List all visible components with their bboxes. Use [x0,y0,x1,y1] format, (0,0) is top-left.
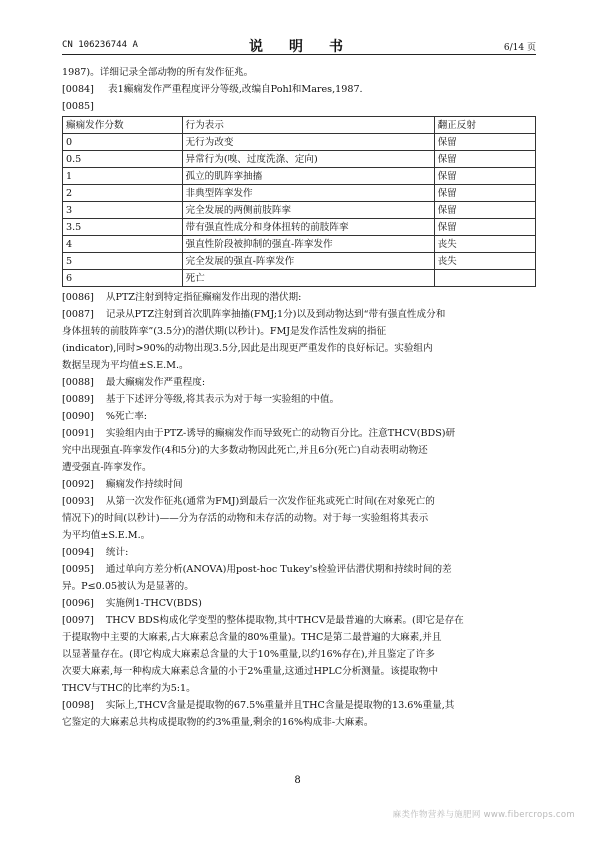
paragraph [62,374,536,391]
paragraph-number: [0092] [62,479,94,490]
paragraph-continuation-line [62,578,536,595]
paragraph [62,306,536,323]
watermark: 麻类作物营养与施肥网 www.fibercrops.com [392,810,575,820]
table-row [63,134,536,151]
seizure-score-table [62,116,536,287]
paragraph-text: 统计: [105,547,129,558]
table-row [63,219,536,236]
table-row [63,185,536,202]
paragraph [62,476,536,493]
paragraph [62,561,536,578]
paragraph-text: 实施例1-THCV(BDS) [105,598,202,609]
paragraph-number: [0090] [62,411,94,422]
paragraph-text: 癫痫发作持续时间 [105,479,183,490]
patent-number: CN 106236744 A [62,40,138,50]
cell-righting-reflex: 丧失 [434,236,535,253]
paragraph-continuation-line [62,340,536,357]
paragraph-continuation-line [62,323,536,340]
column-header-score: 癫痫发作分数 [63,117,183,134]
cell-behavior: 带有强直性成分和身体扭转的前肢阵挛 [182,219,434,236]
paragraph [62,612,536,629]
cell-righting-reflex: 保留 [434,168,535,185]
paragraph-number: [0086] [62,292,94,303]
paragraph-number: [0091] [62,428,94,439]
paragraph-number: [0087] [62,309,94,320]
paragraph-text: 最大癫痫发作严重程度: [105,377,206,388]
table-row [63,253,536,270]
cell-righting-reflex: 保留 [434,185,535,202]
paragraph-continuation-line [62,714,536,731]
paragraph-text: 身体扭转的前肢阵挛”(3.5分)的潜伏期(以秒计)。FMJ是发作活性发病的指征 [62,326,387,337]
paragraph-text: 异。P≤0.05被认为是显著的。 [62,581,194,592]
paragraph-0085 [62,98,536,115]
paragraph-continuation-line [62,527,536,544]
cell-righting-reflex: 保留 [434,219,535,236]
paragraph-continuation-line [62,629,536,646]
paragraph-text: 情况下)的时间(以秒计)——分为存活的动物和未存活的动物。对于每一实验组将其表示 [62,513,429,524]
paragraph-number: [0096] [62,598,94,609]
paragraph-text: 实验组内由于PTZ-诱导的癫痫发作而导致死亡的动物百分比。注意THCV(BDS)研 [105,428,456,439]
table-row [63,202,536,219]
paragraph-continuation-line [62,680,536,697]
table-row [63,168,536,185]
paragraph-text: 实际上,THCV含量是提取物的67.5%重量并且THC含量是提取物的13.6%重量,其 [105,700,455,711]
column-header-behavior: 行为表示 [182,117,434,134]
cell-score: 1 [63,168,183,185]
paragraph-text: 为平均值±S.E.M.。 [62,530,151,541]
paragraph-text: 次要大麻素,每一种构成大麻素总含量的小于2%重量,这通过HPLC分析测量。该提取物中 [62,666,439,677]
paragraph [62,289,536,306]
cell-righting-reflex: 保留 [434,202,535,219]
paragraph-text: 于提取物中主要的大麻素,占大麻素总含量的80%重量)。THC是第二最普遍的大麻素,并且 [62,632,442,643]
cell-behavior: 无行为改变 [182,134,434,151]
paragraph-list [62,289,536,731]
table-row [63,151,536,168]
cell-righting-reflex: 保留 [434,134,535,151]
cell-behavior: 强直性阶段被抑制的强直-阵挛发作 [182,236,434,253]
paragraph-number: [0089] [62,394,94,405]
cell-score: 6 [63,270,183,287]
paragraph-text: 从PTZ注射到特定指征癫痫发作出现的潜伏期: [105,292,302,303]
paragraph-number: [0084] [62,84,94,95]
paragraph-continuation-line [62,663,536,680]
cell-righting-reflex: 丧失 [434,253,535,270]
cell-score: 2 [63,185,183,202]
paragraph-text: 以显著量存在。(即它构成大麻素总含量的大于10%重量,以约16%存在),并且鉴定了许多 [62,649,435,660]
paragraph-continuation-line [62,459,536,476]
paragraph [62,408,536,425]
paragraph-text: 表1癫痫发作严重程度评分等级,改编自Pohl和Mares,1987. [108,84,363,95]
document-title: 说 明 书 [249,39,349,55]
cell-behavior: 死亡 [182,270,434,287]
paragraph [62,544,536,561]
paragraph-text: 从第一次发作征兆(通常为FMJ)到最后一次发作征兆或死亡时间(在对象死亡的 [105,496,435,507]
paragraph-text: 究中出现强直-阵挛发作(4和5分)的大多数动物因此死亡,并且6分(死亡)自动表明动物还 [62,445,428,456]
paragraph-continuation-line [62,442,536,459]
paragraph-continuation-line [62,510,536,527]
paragraph-text: THCV BDS构成化学变型的整体提取物,其中THCV是最普遍的大麻素。(即它是存在 [105,615,464,626]
paragraph-continuation-line [62,646,536,663]
paragraph [62,391,536,408]
column-header-righting-reflex: 翻正反射 [434,117,535,134]
cell-score: 4 [63,236,183,253]
page-header [62,38,536,55]
paragraph-0084 [62,81,536,98]
cell-score: 0 [63,134,183,151]
paragraph-text: 记录从PTZ注射到首次肌阵挛抽搐(FMJ;1分)以及到动物达到“带有强直性成分和 [105,309,446,320]
page-indicator: 6/14 页 [503,43,536,53]
cell-behavior: 完全发展的强直-阵挛发作 [182,253,434,270]
paragraph-number: [0093] [62,496,94,507]
cell-righting-reflex [434,270,535,287]
paragraph [62,425,536,442]
table-header-row [63,117,536,134]
cell-score: 3.5 [63,219,183,236]
cell-score: 5 [63,253,183,270]
document-body [62,64,536,731]
intro-line: 1987)。详细记录全部动物的所有发作征兆。 [62,67,254,78]
paragraph-number: [0098] [62,700,94,711]
paragraph-text: (indicator),同时>90%的动物出现3.5分,因此是出现更严重发作的良好标记。实验组内 [62,343,433,354]
cell-behavior: 非典型阵挛发作 [182,185,434,202]
paragraph-number: [0088] [62,377,94,388]
table-row [63,236,536,253]
paragraph-text: %死亡率: [105,411,148,422]
paragraph-text: THCV与THC的比率约为5:1。 [62,683,196,694]
cell-behavior: 孤立的肌阵挛抽搐 [182,168,434,185]
paragraph [62,493,536,510]
page-number: 8 [294,775,301,786]
cell-behavior: 完全发展的两侧前肢阵挛 [182,202,434,219]
paragraph-text: 数据呈现为平均值±S.E.M.。 [62,360,189,371]
paragraph-continuation-line [62,357,536,374]
paragraph-text: 它鉴定的大麻素总共构成提取物的约3%重量,剩余的16%构成非-大麻素。 [62,717,374,728]
paragraph-text: 通过单向方差分析(ANOVA)用post-hoc Tukey's检验评估潜伏期和持续时间的差 [105,564,452,575]
cell-score: 0.5 [63,151,183,168]
table-row [63,270,536,287]
paragraph [62,595,536,612]
paragraph-number: [0097] [62,615,94,626]
cell-score: 3 [63,202,183,219]
paragraph-number: [0094] [62,547,94,558]
paragraph-text: 基于下述评分等级,将其表示为对于每一实验组的中值。 [105,394,340,405]
paragraph-text: 遭受强直-阵挛发作。 [62,462,152,473]
cell-behavior: 异常行为(嗅、过度洗涤、定向) [182,151,434,168]
paragraph-number: [0085] [62,101,94,112]
cell-righting-reflex: 保留 [434,151,535,168]
paragraph-number: [0095] [62,564,94,575]
paragraph [62,697,536,714]
